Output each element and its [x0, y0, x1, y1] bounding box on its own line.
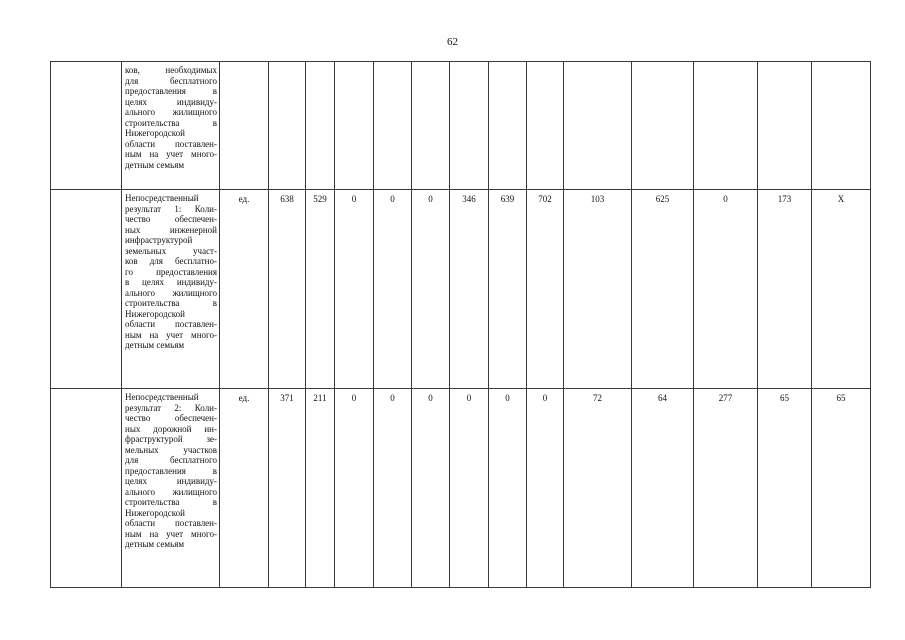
value-cell: 0	[335, 190, 374, 389]
description-line: для бесплатного	[125, 75, 217, 86]
description-line: для бесплатного	[125, 455, 217, 465]
description-line: результат 1: Коли-	[125, 203, 217, 214]
description-line: чество обеспечен-	[125, 413, 217, 423]
unit-cell: ед.	[220, 389, 269, 588]
value-cell: 211	[306, 389, 335, 588]
value-cell: 64	[632, 389, 694, 588]
value-cell: 625	[632, 190, 694, 389]
description-line: мельных участков	[125, 444, 217, 455]
table-row	[51, 190, 871, 389]
value-cell	[450, 62, 489, 190]
value-cell: 65	[758, 389, 812, 588]
value-cell	[527, 62, 564, 190]
description-line: предоставления в	[125, 86, 217, 96]
description-line: детным семьям	[125, 539, 185, 549]
value-cell: 0	[374, 190, 412, 389]
value-cell: 0	[694, 190, 758, 389]
value-cell: 0	[489, 389, 527, 588]
description-line: го предоставления	[125, 266, 217, 277]
value-cell: 65	[812, 389, 871, 588]
description-line: целях индивиду-	[125, 96, 217, 107]
value-cell	[812, 62, 871, 190]
description-line: ным на учет много-	[125, 149, 217, 159]
value-cell: 0	[374, 389, 412, 588]
description-line: области поставлен-	[125, 138, 217, 149]
value-cell: 529	[306, 190, 335, 389]
description-line: в целях индивиду-	[125, 277, 217, 287]
value-cell: 702	[527, 190, 564, 389]
value-cell	[412, 62, 450, 190]
table-row	[51, 389, 871, 588]
row-index-cell	[51, 190, 122, 389]
description-line: фраструктурой зе-	[125, 434, 217, 444]
description-line: Нижегородской	[125, 308, 185, 319]
value-cell: 0	[450, 389, 489, 588]
value-cell: 639	[489, 190, 527, 389]
description-line: целях индивиду-	[125, 476, 217, 486]
description-line: детным семьям	[125, 340, 185, 350]
value-cell	[335, 62, 374, 190]
indicator-description-cell	[122, 389, 220, 588]
value-cell	[374, 62, 412, 190]
description-line: Непосредственный	[125, 193, 199, 203]
indicator-description-cell	[122, 190, 220, 389]
value-cell: 0	[527, 389, 564, 588]
description-line: строительства в	[125, 298, 217, 308]
row-index-cell	[51, 62, 122, 190]
description-line: строительства в	[125, 117, 217, 128]
description-line: Непосредственный	[125, 392, 199, 402]
value-cell	[694, 62, 758, 190]
description-line: детным семьям	[125, 159, 185, 170]
value-cell	[269, 62, 306, 190]
description-line: ального жилищного	[125, 107, 217, 117]
description-line: области поставлен-	[125, 319, 217, 329]
value-cell	[632, 62, 694, 190]
table-row	[51, 62, 871, 190]
value-cell	[758, 62, 812, 190]
value-cell: X	[812, 190, 871, 389]
description-line: ным на учет много-	[125, 528, 217, 539]
value-cell: 72	[564, 389, 632, 588]
description-line: ального жилищного	[125, 486, 217, 497]
value-cell	[489, 62, 527, 190]
value-cell: 0	[412, 190, 450, 389]
description-line: ным на учет много-	[125, 329, 217, 340]
page-number: 62	[447, 36, 458, 48]
value-cell: 103	[564, 190, 632, 389]
description-line: ального жилищного	[125, 287, 217, 298]
description-line: области поставлен-	[125, 518, 217, 528]
value-cell: 0	[335, 389, 374, 588]
description-line: Нижегородской	[125, 507, 185, 518]
value-cell: 638	[269, 190, 306, 389]
description-line: Нижегородской	[125, 128, 185, 138]
description-line: предоставления в	[125, 465, 217, 476]
unit-cell	[220, 62, 269, 190]
value-cell: 277	[694, 389, 758, 588]
value-cell: 346	[450, 190, 489, 389]
description-line: строительства в	[125, 497, 217, 507]
value-cell	[564, 62, 632, 190]
description-line: земельных участ-	[125, 245, 217, 256]
value-cell: 371	[269, 389, 306, 588]
unit-cell: ед.	[220, 190, 269, 389]
value-cell: 0	[412, 389, 450, 588]
indicator-description-cell	[122, 62, 220, 190]
description-line: ков, необходимых	[125, 65, 217, 75]
description-line: ков для бесплатно-	[125, 256, 217, 266]
value-cell	[306, 62, 335, 190]
value-cell: 173	[758, 190, 812, 389]
data-table	[50, 61, 871, 588]
description-line: чество обеспечен-	[125, 214, 217, 224]
description-line: ных инженерной	[125, 224, 217, 235]
description-line: результат 2: Коли-	[125, 402, 217, 413]
description-line: ных дорожной ин-	[125, 423, 217, 434]
row-index-cell	[51, 389, 122, 588]
description-line: инфраструктурой	[125, 235, 193, 245]
